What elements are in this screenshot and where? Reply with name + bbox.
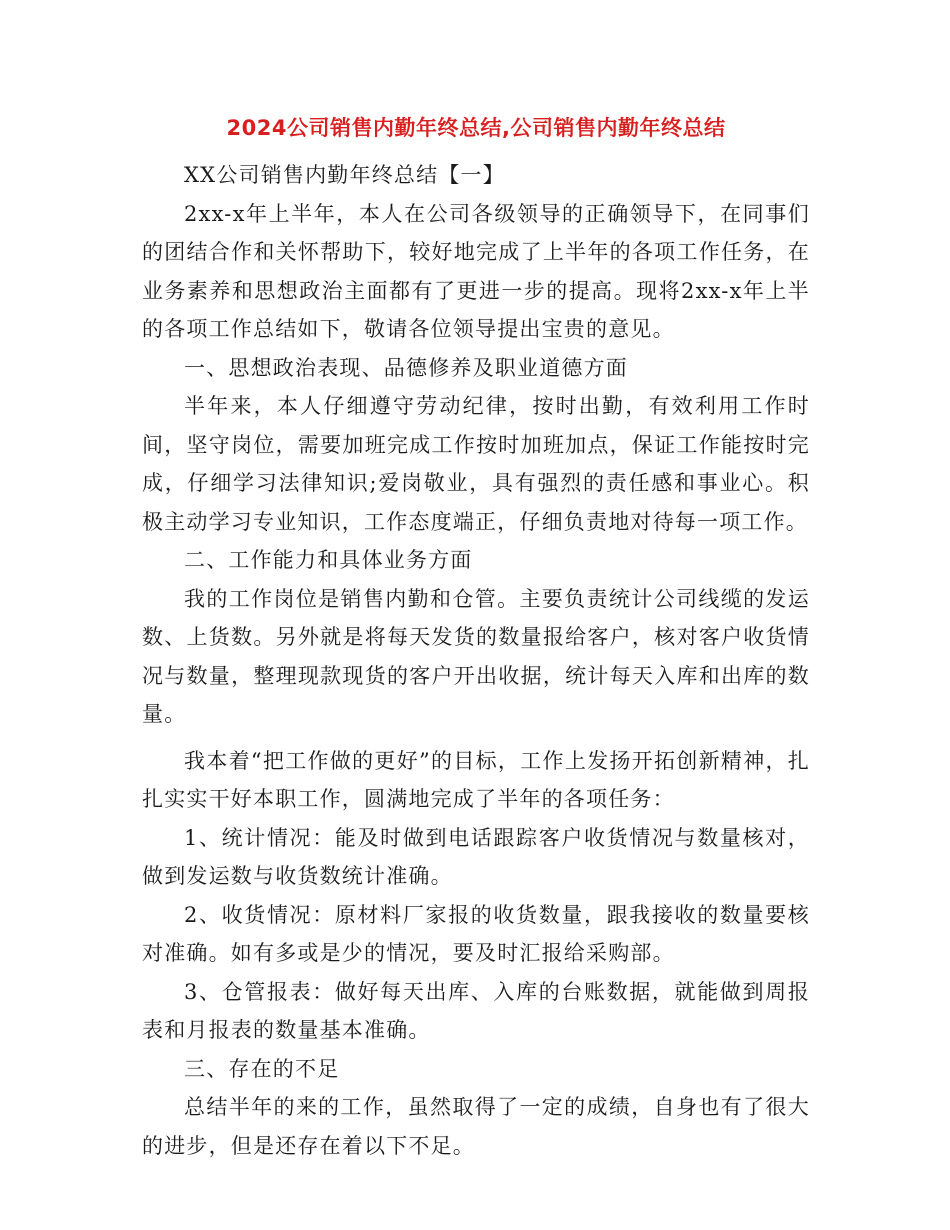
paragraph-duties: 我的工作岗位是销售内勤和仓管。主要负责统计公司线缆的发运数、上货数。另外就是将每天发货的数量报给客户，核对客户收货情况与数量，整理现款现货的客户开出收据，统计每天入库和出库的数量。 [142, 586, 810, 726]
list-item-receiving: 2、收货情况：原材料厂家报的收货数量，跟我接收的数量要核对准确。如有多或是少的情况，要及时汇报给采购部。 [142, 902, 810, 965]
list-item-reports: 3、仓管报表：做好每天出库、入库的台账数据，就能做到周报表和月报表的数量基本准确。 [142, 979, 810, 1042]
list-item-statistics: 1、统计情况：能及时做到电话跟踪客户收货情况与数量核对，做到发运数与收货数统计准确。 [142, 825, 810, 888]
section-heading-1: 一、思想政治表现、品德修养及职业道德方面 [184, 355, 628, 380]
paragraph-goal: 我本着“把工作做的更好”的目标，工作上发扬开拓创新精神，扎扎实实干好本职工作，圆满地完成了半年的各项任务： [142, 748, 810, 811]
paragraph-shortcomings: 总结半年的来的工作，虽然取得了一定的成绩，自身也有了很大的进步，但是还存在着以下不足。 [142, 1095, 810, 1158]
section-heading-intro: XX公司销售内勤年终总结【一】 [184, 163, 505, 187]
section-heading-2: 二、工作能力和具体业务方面 [184, 548, 473, 572]
paragraph-conduct: 半年来，本人仔细遵守劳动纪律，按时出勤，有效利用工作时间，坚守岗位，需要加班完成工作按时加班加点，保证工作能按时完成，仔细学习法律知识;爱岗敬业，具有强烈的责任感和事业心。积极主动学习专业知识，工作态度端正，仔细负责地对待每一项工作。 [142, 394, 810, 534]
paragraph-gap [142, 734, 810, 742]
section-heading-3: 三、存在的不足 [184, 1056, 340, 1081]
document-title: 2024公司销售内勤年终总结,公司销售内勤年终总结 [226, 116, 726, 140]
paragraph-intro: 2xx-x年上半年，本人在公司各级领导的正确领导下，在同事们的团结合作和关怀帮助下，较好地完成了上半年的各项工作任务，在业务素养和思想政治主面都有了更进一步的提高。现将2xx-x年上半的各项工作总结如下，敬请各位领导提出宝贵的意见。 [142, 201, 810, 341]
